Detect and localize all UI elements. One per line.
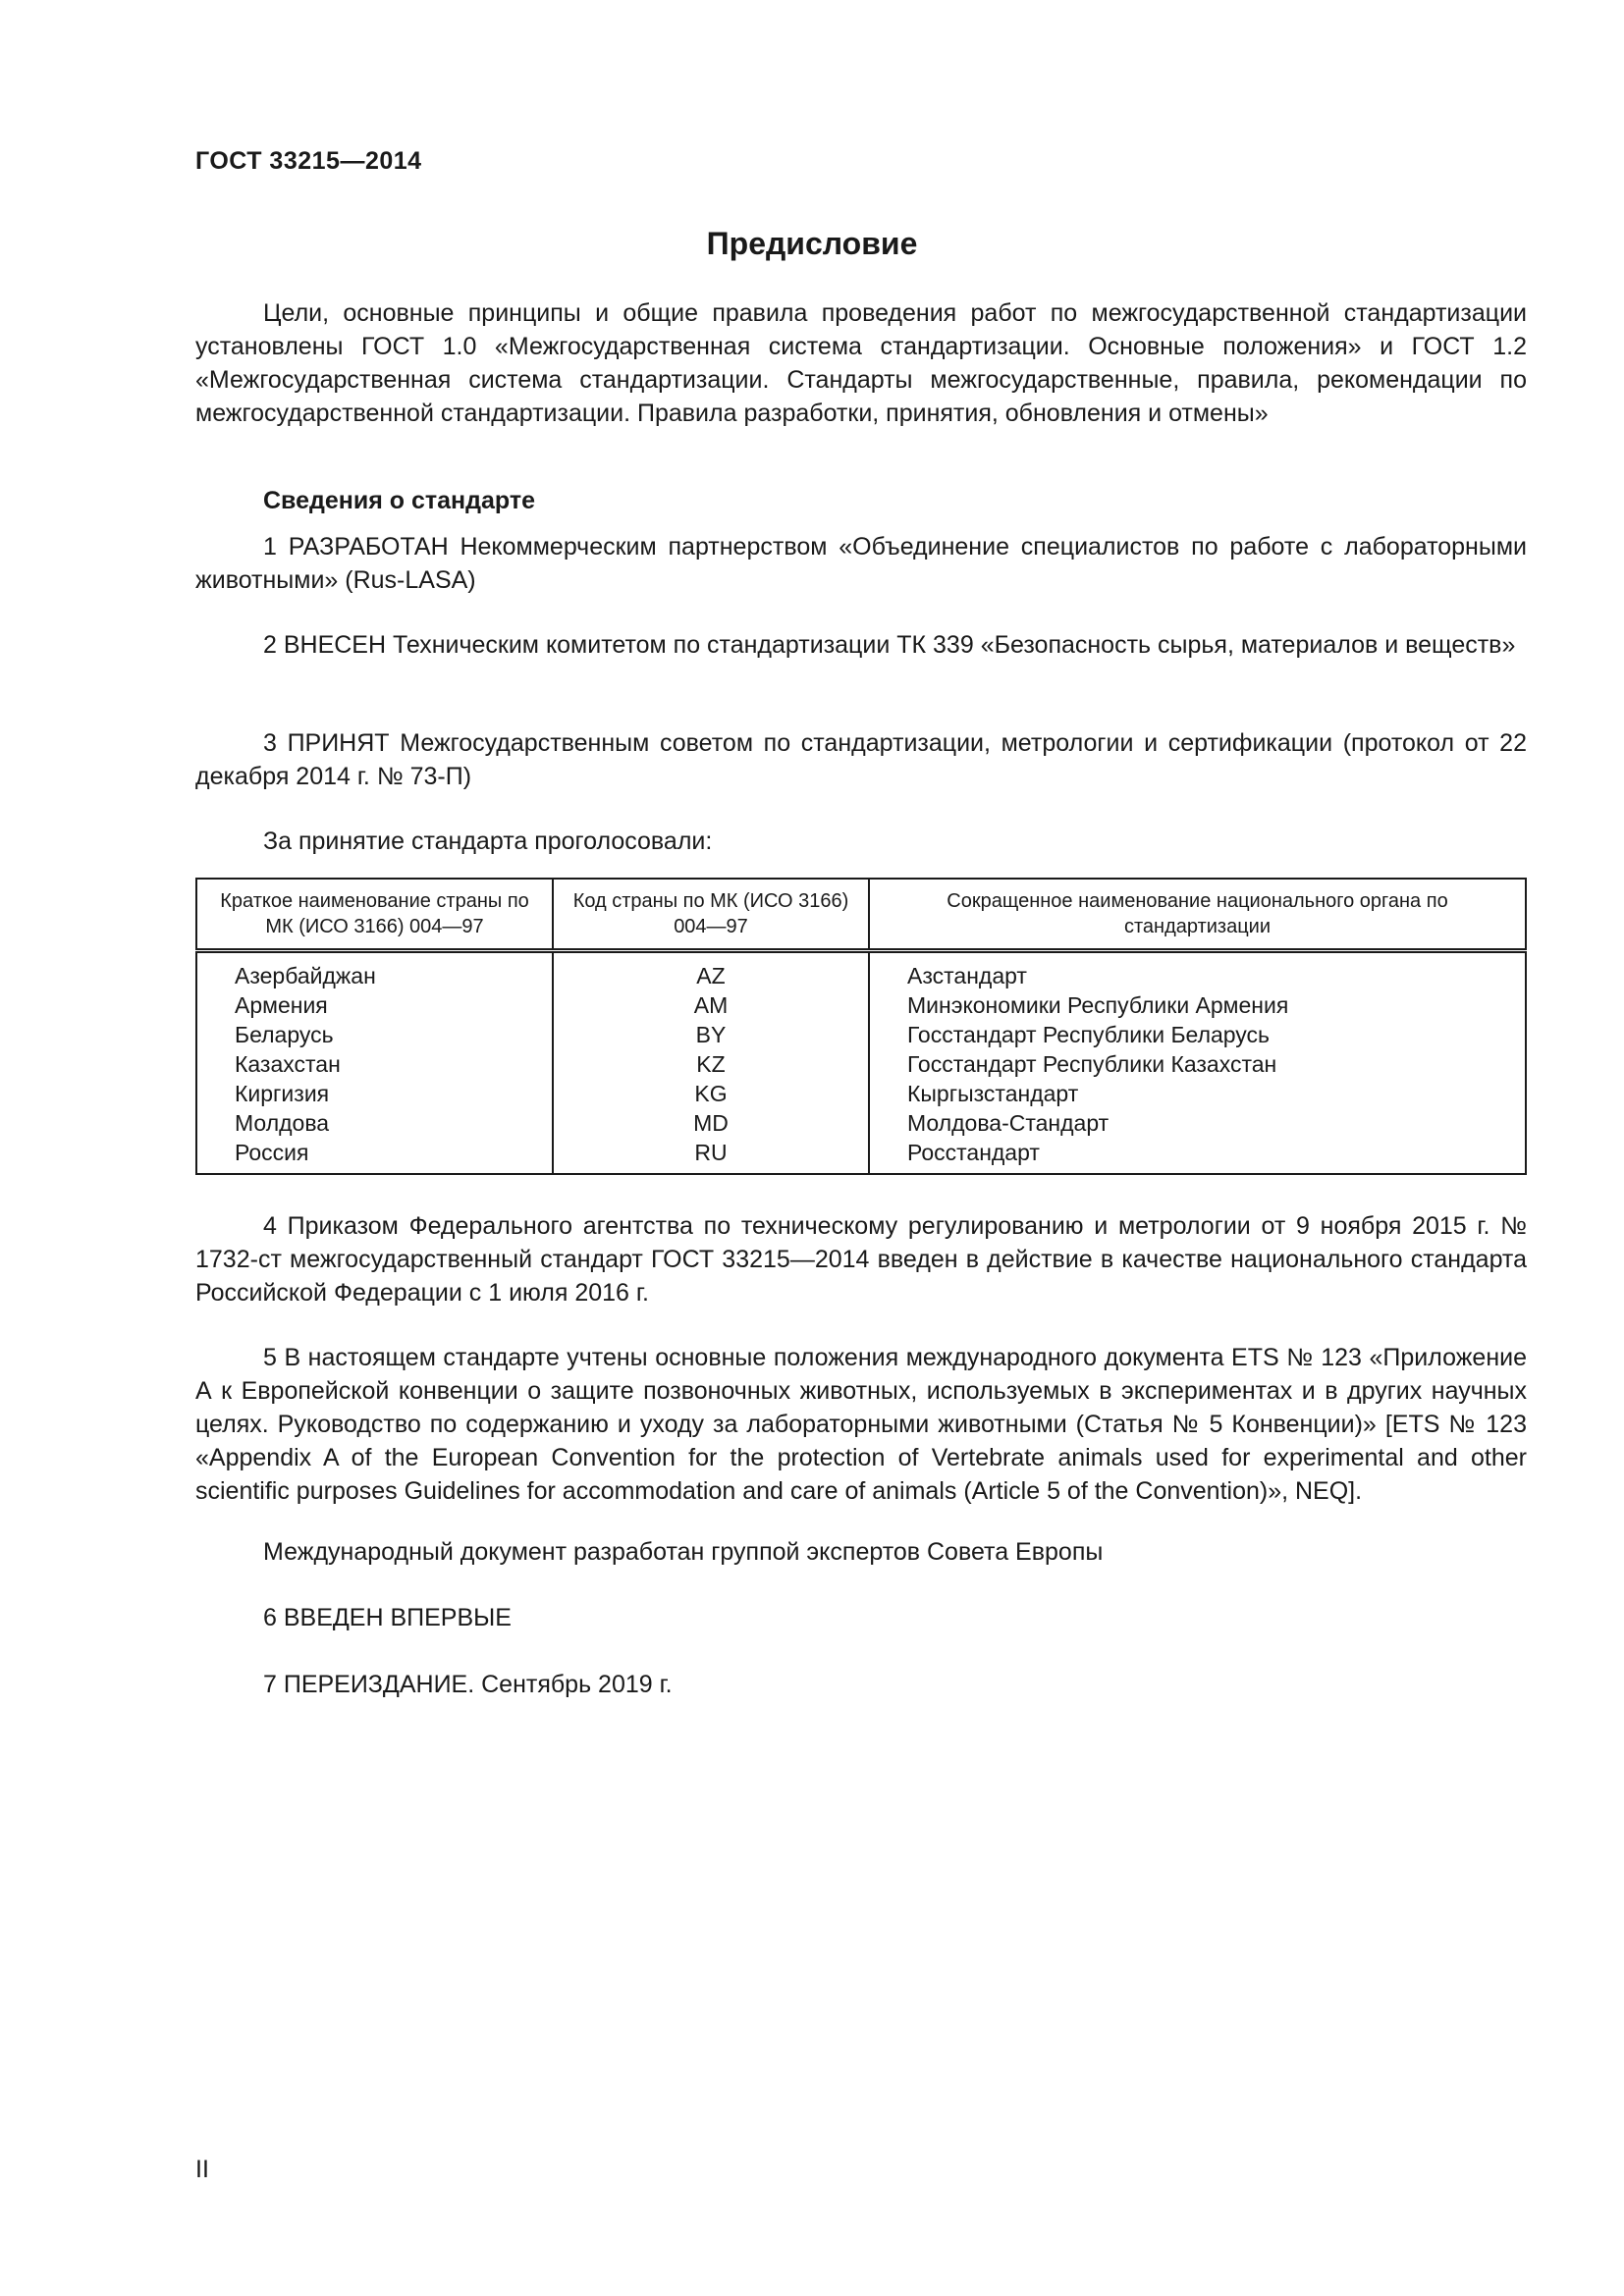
code-cell: MD <box>693 1110 729 1136</box>
country-cell: Молдова <box>235 1110 330 1136</box>
org-cell: Молдова-Стандарт <box>907 1110 1110 1136</box>
org-cell: Азстандарт <box>907 963 1027 988</box>
page-number: II <box>195 2156 209 2183</box>
country-cell: Киргизия <box>235 1081 330 1106</box>
page-title: Предисловие <box>706 226 918 261</box>
country-cell: Казахстан <box>235 1051 341 1077</box>
code-cell: KG <box>694 1081 728 1106</box>
item-2: 2 ВНЕСЕН Техническим комитетом по стандартизации ТК 339 «Безопасность сырья, материалов и веществ» <box>263 631 1516 659</box>
code-column <box>553 951 869 1175</box>
country-cell: Азербайджан <box>235 963 376 988</box>
item-3: 3 ПРИНЯТ Межгосударственным советом по стандартизации, метрологии и сертификации (протокол от 22 декабря 2014 г. № 73-П) <box>195 729 1527 790</box>
item-5: 5 В настоящем стандарте учтены основные положения международного документа ETS № 123 «Приложение А к Европейской конвенции о защите позвоночных животных, используемых в экспериментах и в других научных целях. Руководство по содержанию и уходу за лабораторными животными (Статья № 5 Конвенции)» [ETS № 123 «Appendix A of the European Convention for the protection of Vertebrate animals used for experimental and other scientific purposes Guidelines for accommodation and care of animals (Article 5 of the Convention)», NEQ]. <box>195 1344 1527 1505</box>
org-column <box>869 951 1526 1175</box>
org-cell: Госстандарт Республики Казахстан <box>907 1051 1277 1077</box>
item-1: 1 РАЗРАБОТАН Некоммерческим партнерством «Объединение специалистов по работе с лабораторными животными» (Rus-LASA) <box>195 533 1527 594</box>
voting-table <box>195 878 1527 1175</box>
header-country-code: Код страны по МК (ИСО 3166) 004—97 <box>553 879 869 951</box>
country-column <box>196 951 553 1175</box>
vote-intro: За принятие стандарта проголосовали: <box>263 828 713 855</box>
code-cell: KZ <box>696 1051 726 1077</box>
org-cell: Росстандарт <box>907 1140 1040 1165</box>
org-cell: Кыргызстандарт <box>907 1081 1079 1106</box>
code-cell: AZ <box>696 963 726 988</box>
item-6: 6 ВВЕДЕН ВПЕРВЫЕ <box>263 1604 512 1631</box>
table-header-row <box>196 879 1526 951</box>
code-cell: RU <box>694 1140 728 1165</box>
org-cell: Минэкономики Республики Армения <box>907 992 1289 1018</box>
table-body-row <box>196 951 1526 1175</box>
section-subtitle: Сведения о стандарте <box>263 487 536 514</box>
country-cell: Беларусь <box>235 1022 334 1047</box>
item-5-note: Международный документ разработан группой экспертов Совета Европы <box>263 1538 1104 1566</box>
code-cell: BY <box>695 1022 727 1047</box>
header-national-body: Сокращенное наименование национального органа по стандартизации <box>947 890 1448 937</box>
org-cell: Госстандарт Республики Беларусь <box>907 1022 1271 1047</box>
code-cell: AM <box>693 992 729 1018</box>
header-country-name: Краткое наименование страны по МК (ИСО 3166) 004—97 <box>196 879 553 951</box>
item-7: 7 ПЕРЕИЗДАНИЕ. Сентябрь 2019 г. <box>263 1671 673 1698</box>
document-code: ГОСТ 33215—2014 <box>195 147 422 175</box>
intro-paragraph: Цели, основные принципы и общие правила проведения работ по межгосударственной стандартизации установлены ГОСТ 1.0 «Межгосударственная система стандартизации. Основные положения» и ГОСТ 1.2 «Межгосударственная система стандартизации. Стандарты межгосударственные, правила, рекомендации по межгосударственной стандартизации. Правила разработки, принятия, обновления и отмены» <box>195 299 1527 427</box>
country-cell: Армения <box>235 992 328 1018</box>
item-4: 4 Приказом Федерального агентства по техническому регулированию и метрологии от 9 ноября 2015 г. № 1732-ст межгосударственный стандарт ГОСТ 33215—2014 введен в действие в качестве национального стандарта Российской Федерации с 1 июля 2016 г. <box>195 1212 1527 1307</box>
country-cell: Россия <box>235 1140 309 1165</box>
